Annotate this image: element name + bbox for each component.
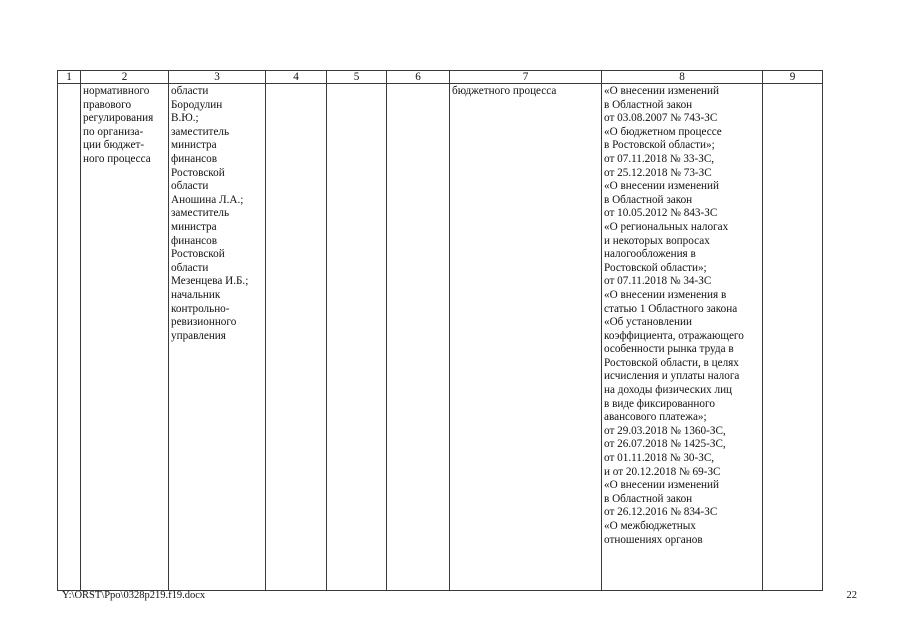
table-cell-col5	[327, 84, 387, 591]
column-header: 5	[327, 71, 387, 84]
column-header: 1	[58, 71, 81, 84]
column-header: 2	[81, 71, 169, 84]
table-cell-col1	[58, 84, 81, 591]
table-row	[58, 84, 823, 591]
column-number-row	[58, 71, 823, 84]
column-header: 7	[450, 71, 602, 84]
column-header: 8	[602, 71, 763, 84]
document-table	[57, 70, 823, 591]
column-header: 3	[169, 71, 266, 84]
table-cell-col2: нормативного правового регулирования по организа- ции бюджет- ного процесса	[81, 84, 169, 591]
table-cell-col8: «О внесении изменений в Областной закон от 03.08.2007 № 743-ЗС «О бюджетном процессе в Ростовской области»; от 07.11.2018 № 33-ЗС, от 25.12.2018 № 73-ЗС «О внесении изменений в Областной закон от 10.05.2012 № 843-ЗС «О региональных налогах и некоторых вопросах налогообложения в Ростовской области»; от 07.11.2018 № 34-ЗС «О внесении изменения в статью 1 Областного закона «Об установлении коэффициента, отражающего особенности рынка труда в Ростовской области, в целях исчисления и уплаты налога на доходы физических лиц в виде фиксированного авансового платежа»; от 29.03.2018 № 1360-ЗС, от 26.07.2018 № 1425-ЗС, от 01.11.2018 № 30-ЗС, и от 20.12.2018 № 69-ЗС «О внесении изменений в Областной закон от 26.12.2016 № 834-ЗС «О межбюджетных отношениях органов	[602, 84, 763, 591]
page-number: 22	[846, 590, 857, 601]
column-header: 4	[266, 71, 327, 84]
table-cell-col4	[266, 84, 327, 591]
column-header: 9	[763, 71, 823, 84]
table-cell-col3: области Бородулин В.Ю.; заместитель министра финансов Ростовской области Аношина Л.А.; заместитель министра финансов Ростовской области Мезенцева И.Б.; начальник контрольно- ревизионного управления	[169, 84, 266, 591]
table-cell-col9	[763, 84, 823, 591]
table-cell-col6	[387, 84, 450, 591]
column-header: 6	[387, 71, 450, 84]
footer-file-path: Y:\ORST\Ppo\0328p219.f19.docx	[62, 590, 206, 601]
table-cell-col7: бюджетного процесса	[450, 84, 602, 591]
